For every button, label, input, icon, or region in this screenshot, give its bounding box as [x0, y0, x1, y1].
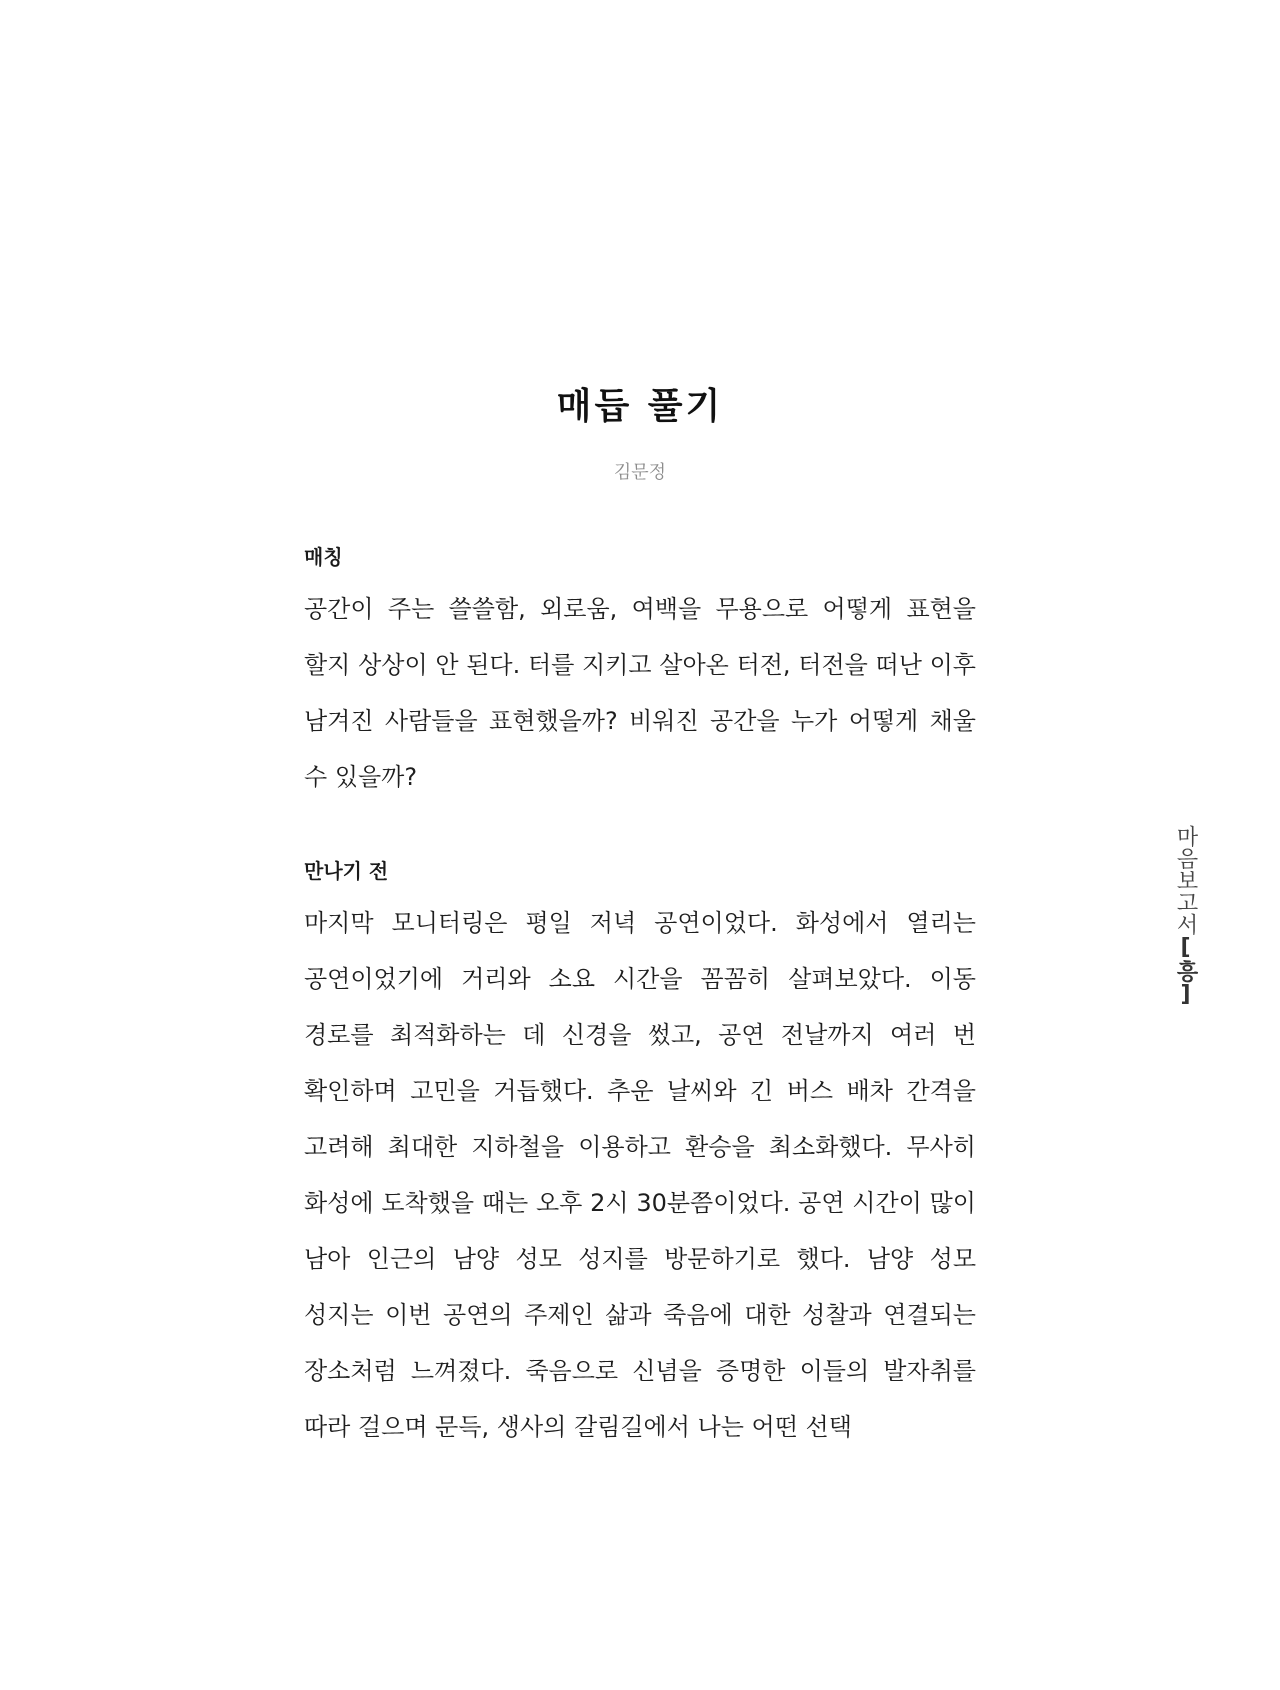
article-title: 매듭 풀기	[556, 385, 724, 427]
article-author: 김문정	[613, 462, 667, 483]
section-body: 마지막 모니터링은 평일 저녁 공연이었다. 화성에서 열리는 공연이었기에 거리와 소요 시간을 꼼꼼히 살펴보았다. 이동 경로를 최적화하는 데 신경을 썼고, 공연 전날까지 여러 번 확인하며 고민을 거듭했다. 추운 날씨와 긴 버스 배차 간격을 고려해 최대한 지하철을 이용하고 환승을 최소화했다. 무사히 화성에 도착했을 때는 오후 2시 30분쯤이었다. 공연 시간이 많이 남아 인근의 남양 성모 성지를 방문하기로 했다. 남양 성모 성지는 이번 공연의 주제인 삶과 죽음에 대한 성찰과 연결되는 장소처럼 느껴졌다. 죽음으로 신념을 증명한 이들의 발자취를 따라 걸으며 문득, 생사의 갈림길에서 나는 어떤 선택	[304, 909, 976, 1441]
section-body: 공간이 주는 쓸쓸함, 외로움, 여백을 무용으로 어떻게 표현을 할지 상상이 안 된다. 터를 지키고 살아온 터전, 터전을 떠난 이후 남겨진 사람들을 표현했을까? 비워진 공간을 누가 어떻게 채울 수 있을까?	[304, 595, 976, 791]
running-head-bracket-close: ]	[1173, 982, 1198, 1007]
running-head-text: 마음보고서	[1173, 825, 1198, 935]
section-matching	[304, 543, 976, 805]
section-heading: 만나기 전	[304, 859, 389, 883]
section-before-meeting	[304, 857, 976, 1455]
running-head	[1170, 825, 1200, 1007]
section-heading: 매칭	[304, 545, 343, 569]
running-head-bracket-open: [	[1173, 935, 1198, 960]
running-head-accent: 흥	[1173, 960, 1198, 982]
